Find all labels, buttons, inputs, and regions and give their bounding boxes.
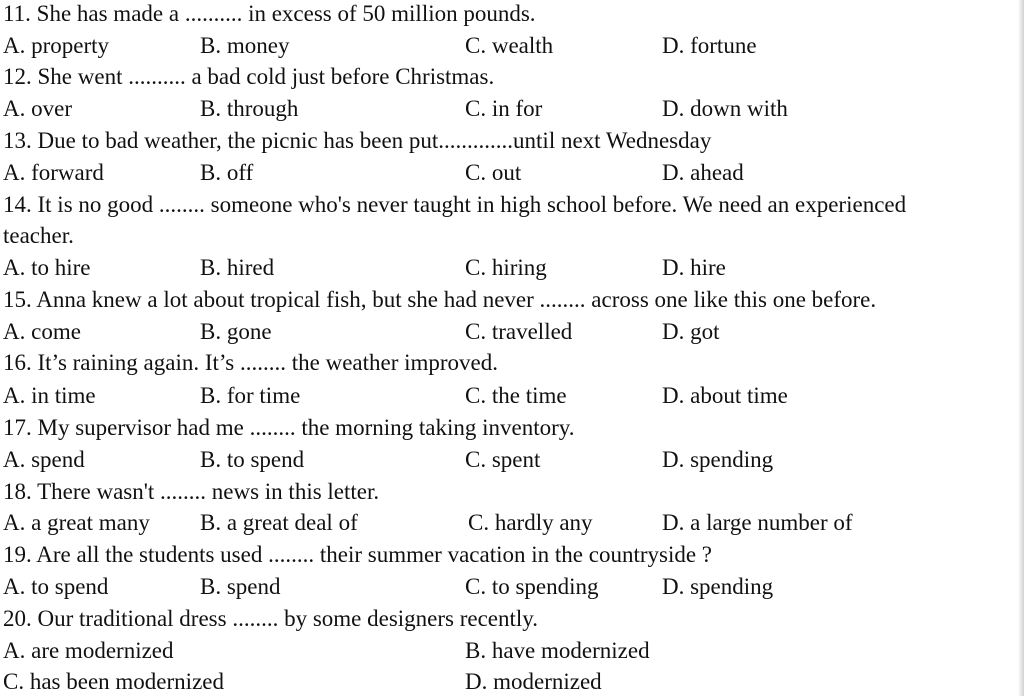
question-15-option-c: C. travelled	[465, 319, 573, 344]
question-11-option-c: C. wealth	[465, 33, 554, 58]
question-14-stem-line-2: teacher.	[3, 223, 74, 248]
question-16-option-d: D. about time	[662, 383, 788, 408]
question-19-option-a: A. to spend	[3, 574, 109, 599]
question-14-option-c: C. hiring	[465, 255, 547, 280]
question-17-option-d: D. spending	[662, 447, 774, 472]
question-18-option-c: C. hardly any	[468, 510, 593, 535]
question-20-option-a: A. are modernized	[3, 638, 174, 663]
question-20-option-c: C. has been modernized	[3, 669, 224, 694]
question-18-stem: 18. There wasn't ........ news in this letter.	[3, 479, 380, 504]
question-13-option-b: B. off	[200, 160, 254, 185]
question-17-stem: 17. My supervisor had me ........ the morning taking inventory.	[3, 415, 575, 440]
question-18-option-a: A. a great many	[3, 510, 150, 535]
question-17-option-b: B. to spend	[200, 447, 305, 472]
question-11-option-d: D. fortune	[662, 33, 757, 58]
question-19-option-d: D. spending	[662, 574, 774, 599]
question-16-option-a: A. in time	[3, 383, 96, 408]
question-16-stem: 16. It’s raining again. It’s ........ the weather improved.	[3, 350, 499, 375]
question-20-stem: 20. Our traditional dress ........ by some designers recently.	[3, 606, 539, 631]
question-18-option-b: B. a great deal of	[200, 510, 358, 535]
page-edge-shadow	[1018, 0, 1024, 696]
question-12-option-a: A. over	[3, 96, 72, 121]
question-14-option-b: B. hired	[200, 255, 275, 280]
question-12-option-d: D. down with	[662, 96, 788, 121]
question-20-option-d: D. modernized	[465, 669, 602, 694]
question-15-option-a: A. come	[3, 319, 81, 344]
question-19-option-c: C. to spending	[465, 574, 599, 599]
question-12-stem: 12. She went .......... a bad cold just before Christmas.	[3, 64, 495, 89]
question-19-stem: 19. Are all the students used ........ their summer vacation in the countryside ?	[3, 542, 713, 567]
question-14-stem-line-1: 14. It is no good ........ someone who's never taught in high school before. We need an experienced	[3, 192, 907, 217]
question-15-option-d: D. got	[662, 319, 720, 344]
question-13-option-d: D. ahead	[662, 160, 744, 185]
question-16-option-b: B. for time	[200, 383, 301, 408]
question-15-option-b: B. gone	[200, 319, 272, 344]
question-17-option-a: A. spend	[3, 447, 85, 472]
question-11-option-a: A. property	[3, 33, 110, 58]
question-13-option-a: A. forward	[3, 160, 104, 185]
question-13-stem: 13. Due to bad weather, the picnic has been put.............until next Wednesday	[3, 128, 712, 153]
question-14-option-d: D. hire	[662, 255, 726, 280]
question-11-stem: 11. She has made a .......... in excess of 50 million pounds.	[3, 1, 536, 26]
question-17-option-c: C. spent	[465, 447, 541, 472]
question-15-stem: 15. Anna knew a lot about tropical fish, but she had never ........ across one like this one before.	[3, 287, 877, 312]
question-16-option-c: C. the time	[465, 383, 567, 408]
question-11-option-b: B. money	[200, 33, 290, 58]
question-14-option-a: A. to hire	[3, 255, 91, 280]
question-20-option-b: B. have modernized	[465, 638, 650, 663]
question-12-option-b: B. through	[200, 96, 299, 121]
question-12-option-c: C. in for	[465, 96, 543, 121]
question-19-option-b: B. spend	[200, 574, 281, 599]
question-13-option-c: C. out	[465, 160, 522, 185]
question-18-option-d: D. a large number of	[662, 510, 853, 535]
